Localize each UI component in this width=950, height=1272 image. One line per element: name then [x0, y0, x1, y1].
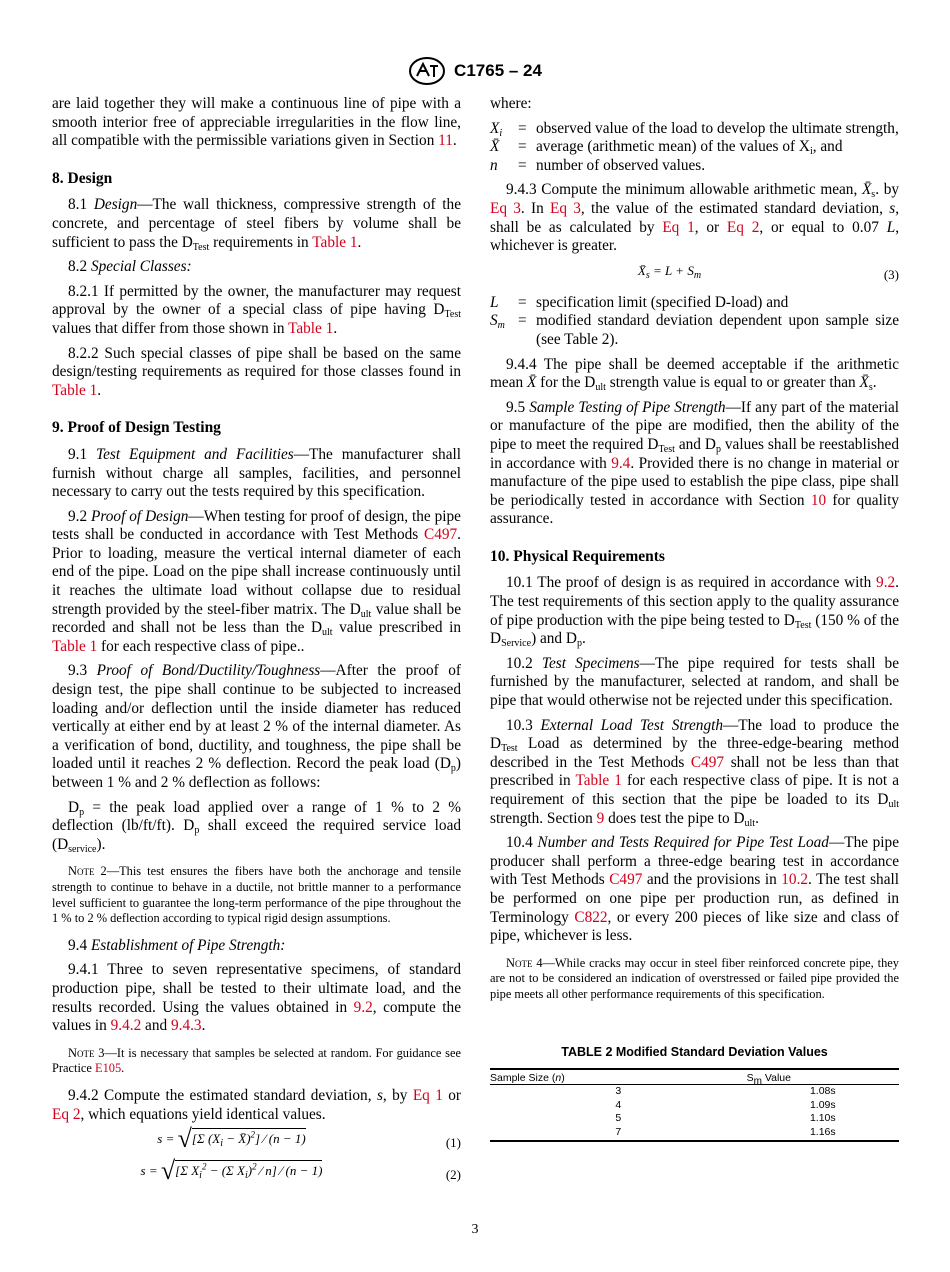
- paragraph-9-1: 9.1 Test Equipment and Facilities—The manufacturer shall furnish without charge all samples, facilities, and personnel necessary to carry out the tests required by this specification.: [52, 445, 461, 501]
- paragraph-10-3: 10.3 External Load Test Strength—The load to produce the $D_{Test}$ Load as determined by the three-edge-bearing method described in the Test Methods C497 shall not be less than that prescribed in Table 1 for each respective class of pipe. It is not a requirement of this section that the pipe be loaded to its $D_{ult}$ strength. Section 9 does test the pipe to $D_{ult}$.: [490, 716, 899, 829]
- table-1-link[interactable]: Table 1: [312, 233, 358, 251]
- paragraph-10-4: 10.4 Number and Tests Required for Pipe Test Load—The pipe producer shall perform a three-edge bearing test in accordance with Test Methods C497 and the provisions in 10.2. The test shall be performed on one pipe per production run, as defined in Terminology C822, or every 200 pieces of like size and class of pipe, whichever is less.: [490, 834, 899, 945]
- note-3: Note 3—It is necessary that samples be selected at random. For guidance see Practice E105.: [52, 1045, 461, 1076]
- table-1-link[interactable]: Table 1: [288, 319, 334, 337]
- paragraph-10-1: 10.1 The proof of design is as required in accordance with 9.2. The test requirements of this section apply to the quality assurance of pipe production with the pipe being tested to $D_{Test}$ (150 % of the $D_{Service}$) and $D_p$.: [490, 574, 899, 650]
- c497-link[interactable]: C497: [609, 871, 643, 889]
- table-1-link[interactable]: Table 1: [575, 772, 622, 790]
- definition-xbar: X̄ = average (arithmetic mean) of the values of $X_i$, and: [490, 138, 843, 158]
- column-header-sm-value: $S_m$ Value: [747, 1069, 899, 1085]
- paragraph-9-4-3: 9.4.3 Compute the minimum allowable arithmetic mean, $X̄_s$. by Eq 3. In Eq 3, the value of the estimated standard deviation, s, shall be as calculated by Eq 1, or Eq 2, or equal to 0.07 L, whichever is greater.: [490, 181, 900, 255]
- equation-1-expression: s = √[Σ ($X_i$ − X̄)$^2$] ⁄ (n − 1): [157, 1124, 306, 1154]
- paragraph-10-2: 10.2 Test Specimens—The pipe required for tests shall be furnished by the manufacturer, selected at random, and shall be pipe that would otherwise not be rejected under this specification.: [490, 654, 899, 710]
- eq-1-link[interactable]: Eq 1: [412, 1086, 443, 1104]
- paragraph-8-2: 8.2 Special Classes:: [68, 258, 192, 276]
- page-number: 3: [471, 1222, 479, 1237]
- table-header-row: [490, 1069, 899, 1085]
- right-column: [490, 95, 899, 1142]
- page-header: [0, 56, 950, 86]
- section-10-link[interactable]: 10: [810, 491, 827, 509]
- paragraph-9-4-2: 9.4.2 Compute the estimated standard deviation, s, by Eq 1 or Eq 2, which equations yield identical values.: [52, 1086, 461, 1123]
- table-1-link[interactable]: Table 1: [52, 381, 98, 399]
- table-row: [490, 1099, 899, 1113]
- section-9-link[interactable]: 9: [596, 809, 605, 827]
- equation-1: [52, 1124, 461, 1156]
- cell-sm-value: 1.08s: [809, 1085, 836, 1098]
- eq-3-link[interactable]: Eq 3: [550, 199, 581, 217]
- paragraph-9-4-1: 9.4.1 Three to seven representative specimens, of standard production pipe, shall be tested to their ultimate load, and the results recorded. Using the values obtained in 9.2, compute the values in 9.4.2 and 9.4.3.: [52, 961, 461, 1035]
- equation-1-number: (1): [445, 1135, 461, 1151]
- definition-n: n = number of observed values.: [490, 156, 706, 174]
- column-header-sample-size: Sample Size (n): [490, 1069, 747, 1085]
- table-2: [490, 1068, 899, 1141]
- paragraph-8-1: 8.1 Design—The wall thickness, compressive strength of the concrete, and percentage of steel fibers by volume shall be sufficient to pass the $D_{Test}$ requirements in Table 1.: [52, 196, 461, 253]
- note-2: Note 2—This test ensures the fibers have both the anchorage and tensile strength to continue to behave in a ductile, not brittle manner to a performance level sufficient to guarantee the long-term performance of the pipe throughout the 1 % to 2 % deflection according to typical rigid design assumptions.: [52, 864, 461, 926]
- document-code: C1765 – 24: [454, 61, 542, 80]
- c497-link[interactable]: C497: [690, 753, 725, 771]
- section-9-2-link[interactable]: 9.2: [876, 574, 896, 592]
- cell-sample-size: 3: [615, 1085, 622, 1098]
- equation-2-number: (2): [445, 1167, 461, 1183]
- paragraph-9-4: 9.4 Establishment of Pipe Strength:: [68, 936, 286, 954]
- section-9-4-2-link[interactable]: 9.4.2: [110, 1017, 142, 1035]
- paragraph-9-3: 9.3 Proof of Bond/Ductility/Toughness—After the proof of design test, the pipe shall continue to be subjected to increased loading and/or deflection until the inside diameter has reduced vertically at either end by at least 2 % of the internal diameter. As a verification of bond, ductility, and toughness, the pipe shall be loaded until it reaches 2 % deflection. Record the peak load $(D_p)$ between 1 % and 2 % deflection as follows:: [52, 662, 461, 791]
- section-9-4-link[interactable]: 9.4: [611, 454, 631, 472]
- equation-3-number: (3): [883, 266, 899, 282]
- paragraph-8-2-2: 8.2.2 Such special classes of pipe shall be based on the same design/testing requirements as required for those classes found in Table 1.: [52, 344, 461, 399]
- intro-paragraph: are laid together they will make a continuous line of pipe with a smooth interior free of appreciable irregularities in the flow line, all compatible with the permissible variations given in Section 11.: [52, 95, 461, 150]
- table-row: [490, 1112, 899, 1126]
- eq-2-link[interactable]: Eq 2: [52, 1105, 81, 1123]
- equation-3: [490, 262, 899, 288]
- paragraph-9-2: 9.2 Proof of Design—When testing for proof of design, the pipe tests shall be conducted in accordance with Test Methods C497. Prior to loading, measure the vertical internal diameter of each end of the pipe. Load on the pipe shall increase continuously until it reaches the ultimate load without collapse due to residual strength provided by the steel-fiber matrix. The $D_{ult}$ value shall be recorded and shall not be less than the $D_{ult}$ value prescribed in Table 1 for each respective class of pipe..: [52, 507, 462, 655]
- dp-definition: $D_p$ = the peak load applied over a range of 1 % to 2 % deflection (lb/ft/ft). $D_p$ shall exceed the required service load $(D_{service})$.: [52, 798, 462, 855]
- c822-link[interactable]: C822: [574, 908, 608, 926]
- section-8-heading: 8. Design: [52, 169, 113, 187]
- eq-2-link[interactable]: Eq 2: [726, 218, 760, 236]
- definition-list-2: [490, 294, 899, 350]
- e105-link[interactable]: E105: [95, 1061, 122, 1076]
- eq-3-link[interactable]: Eq 3: [490, 199, 521, 217]
- cell-sm-value: 1.10s: [809, 1112, 836, 1125]
- section-9-2-link[interactable]: 9.2: [353, 998, 373, 1016]
- section-9-heading: 9. Proof of Design Testing: [52, 419, 221, 437]
- section-10-2-link[interactable]: 10.2: [781, 871, 809, 889]
- c497-link[interactable]: C497: [424, 526, 458, 544]
- definition-sm: $S_m$ = modified standard deviation dependent upon sample size (see Table 2).: [490, 312, 899, 348]
- equation-2: [52, 1156, 461, 1188]
- eq-1-link[interactable]: Eq 1: [662, 218, 695, 236]
- cell-sample-size: 4: [615, 1098, 622, 1111]
- table-1-link[interactable]: Table 1: [52, 637, 98, 655]
- cell-sample-size: 7: [490, 1126, 747, 1141]
- table-row: [490, 1126, 899, 1141]
- section-10-heading: 10. Physical Requirements: [490, 547, 665, 565]
- cell-sm-value: 1.09s: [809, 1098, 836, 1111]
- definition-xi: $X_i$ = observed value of the load to develop the ultimate strength,: [490, 119, 899, 139]
- left-column: [52, 95, 461, 1194]
- section-9-4-3-link[interactable]: 9.4.3: [170, 1017, 202, 1035]
- definition-list-1: [490, 120, 899, 176]
- cell-sample-size: 5: [615, 1112, 622, 1125]
- paragraph-9-5: 9.5 Sample Testing of Pipe Strength—If any part of the material or manufacture of the pipe are modified, then the ability of the pipe to meet the required $D_{Test}$ and $D_p$ values shall be reestablished in accordance with 9.4. Provided there is no change in material or manufacture of the pipe used to establish the pipe class, pipe shall be periodically tested in accordance with Section 10 for quality assurance.: [490, 398, 900, 528]
- cell-sm-value: 1.16s: [747, 1126, 899, 1141]
- equation-2-expression: s = √[Σ $X_i^2 - (\Sigma$ $X_i)^2$ ⁄ n] ⁄ (n − 1): [140, 1156, 323, 1186]
- table-row: [490, 1085, 899, 1099]
- equation-3-expression: $X̄_s = L + S_m$: [637, 262, 702, 281]
- paragraph-8-2-1: 8.2.1 If permitted by the owner, the manufacturer may request approval by the owner of a special class of pipe having $D_{Test}$ values that differ from those shown in Table 1.: [52, 282, 461, 337]
- table-2-caption: TABLE 2 Modified Standard Deviation Values: [561, 1044, 828, 1059]
- where-label: where:: [490, 95, 532, 112]
- paragraph-9-4-4: 9.4.4 The pipe shall be deemed acceptable if the arithmetic mean X̄ for the $D_{ult}$ strength value is equal to or greater than $X̄_s$.: [490, 355, 899, 394]
- section-11-link[interactable]: 11: [438, 132, 453, 150]
- note-4: Note 4—While cracks may occur in steel fiber reinforced concrete pipe, they are not to be considered an indication of overstressed or failed pipe provided the pipe meets all other performance requirements of this specification.: [490, 955, 899, 1001]
- definition-l: L = specification limit (specified D-load) and: [490, 293, 789, 311]
- astm-logo-icon: [408, 56, 446, 86]
